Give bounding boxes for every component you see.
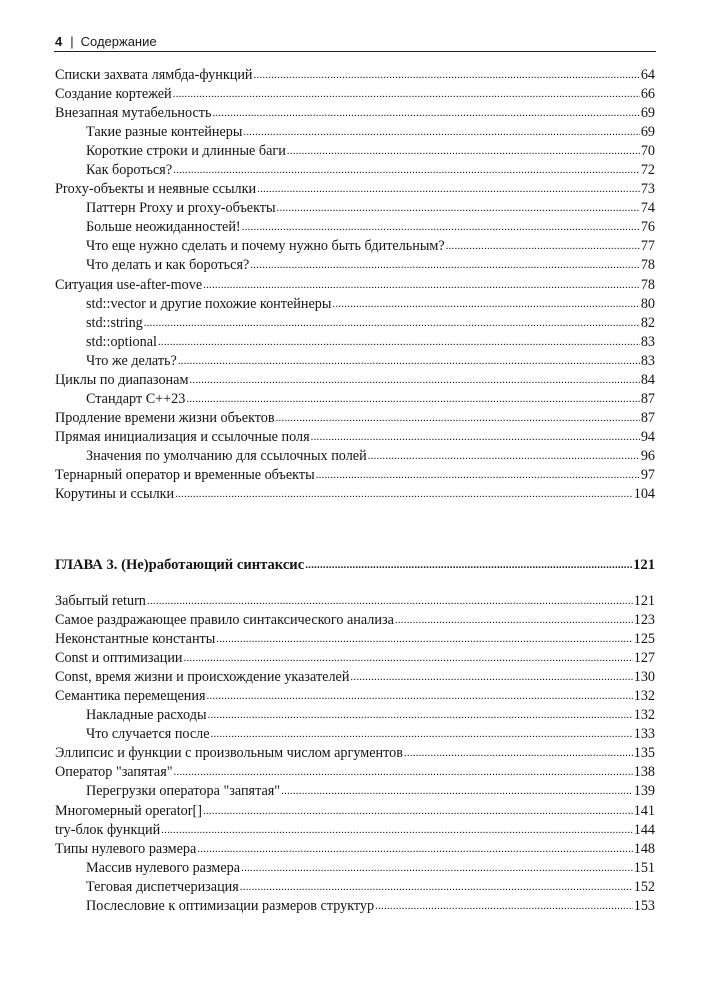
toc-entry[interactable] — [55, 390, 655, 409]
toc-entry[interactable] — [55, 649, 655, 668]
toc-entry[interactable] — [55, 744, 655, 763]
toc-entry-title: Внезапная мутабельность — [55, 105, 212, 122]
dot-leader — [147, 591, 633, 611]
dot-leader — [250, 255, 640, 275]
toc-entry-title: Proxy-объекты и неявные ссылки — [55, 181, 257, 198]
toc-entry[interactable] — [55, 218, 655, 237]
toc-entry-page: 84 — [640, 371, 655, 388]
toc-entry-title: Что же делать? — [86, 352, 177, 369]
toc-entry-page: 148 — [633, 840, 655, 857]
toc-entry-title: Что еще нужно сделать и почему нужно быть бдительным? — [86, 238, 445, 255]
dot-leader — [332, 294, 639, 314]
toc-entry[interactable] — [55, 630, 655, 649]
toc-entry-title: Оператор "запятая" — [55, 764, 173, 781]
toc-entry-page: 87 — [640, 409, 655, 426]
toc-entry[interactable] — [55, 352, 655, 371]
toc-entry-page: 83 — [640, 352, 655, 369]
toc-list-top — [55, 66, 655, 504]
toc-entry-page: 66 — [640, 86, 655, 103]
toc-entry-page: 73 — [640, 181, 655, 198]
toc-entry-page: 121 — [633, 593, 655, 609]
dot-leader — [158, 332, 640, 352]
toc-entry[interactable] — [55, 123, 655, 142]
toc-entry-title: Эллипсис и функции с произвольным числом аргументов — [55, 745, 403, 762]
dot-leader — [395, 610, 633, 630]
toc-entry-title: Ситуация use-after-move — [55, 276, 203, 293]
toc-entry[interactable] — [55, 763, 655, 782]
chapter-heading-row — [55, 556, 655, 575]
toc-entry-title: Const, время жизни и происхождение указателей — [55, 669, 350, 686]
toc-entry-page: 64 — [640, 67, 655, 83]
toc-entry-page: 144 — [633, 821, 655, 838]
chapter-heading[interactable] — [55, 556, 655, 575]
toc-entry-title: Массив нулевого размера — [86, 859, 241, 876]
dot-leader — [207, 686, 633, 706]
toc-entry-page: 69 — [640, 124, 655, 141]
toc-entry[interactable] — [55, 840, 655, 859]
toc-entry[interactable] — [55, 706, 655, 725]
toc-entry[interactable] — [55, 295, 655, 314]
toc-entry-page: 69 — [640, 105, 655, 122]
dot-leader — [144, 313, 640, 333]
dot-leader — [208, 705, 633, 725]
toc-entry[interactable] — [55, 447, 655, 466]
dot-leader — [368, 446, 640, 466]
toc-entry-page: 133 — [633, 726, 655, 743]
toc-entry-title: Послесловие к оптимизации размеров структур — [86, 897, 375, 914]
dot-leader — [350, 667, 632, 687]
toc-entry-title: Перегрузки оператора "запятая" — [86, 783, 281, 800]
toc-entry-title: Неконстантные константы — [55, 631, 216, 648]
dot-leader — [203, 275, 640, 295]
dot-leader — [243, 122, 639, 142]
toc-entry[interactable] — [55, 897, 655, 916]
toc-entry-page: 78 — [640, 257, 655, 274]
toc-entry[interactable] — [55, 668, 655, 687]
toc-entry-page: 83 — [640, 333, 655, 350]
toc-entry[interactable] — [55, 428, 655, 447]
toc-entry-page: 77 — [640, 238, 655, 255]
toc-entry-title: Паттерн Proxy и proxy-объекты — [86, 200, 276, 217]
toc-entry[interactable] — [55, 782, 655, 801]
toc-entry-title: Как бороться? — [86, 162, 173, 179]
toc-entry-title: Типы нулевого размера — [55, 840, 197, 857]
dot-leader — [446, 236, 640, 256]
toc-entry-title: Семантика перемещения — [55, 688, 206, 705]
toc-entry-title: Больше неожиданностей! — [86, 219, 241, 236]
toc-entry[interactable] — [55, 592, 655, 611]
chapter-title: ГЛАВА 3. (Не)работающий синтаксис — [55, 557, 305, 573]
toc-entry-page: 87 — [640, 390, 655, 407]
toc-entry-page: 104 — [633, 486, 655, 503]
dot-leader — [184, 648, 633, 668]
toc-entry-title: try-блок функций — [55, 821, 161, 838]
toc-entry-page: 141 — [633, 802, 655, 819]
dot-leader — [287, 141, 640, 161]
toc-entry[interactable] — [55, 314, 655, 333]
toc-entry-title: Короткие строки и длинные баги — [86, 143, 286, 160]
toc-entry-title: std::optional — [86, 333, 157, 350]
dot-leader — [203, 801, 633, 821]
toc-entry-title: Теговая диспетчеризация — [86, 878, 239, 895]
toc-entry-page: 151 — [633, 859, 655, 876]
header-separator: | — [70, 34, 74, 49]
toc-entry[interactable] — [55, 821, 655, 840]
dot-leader — [161, 820, 633, 840]
page-number: 4 — [55, 34, 63, 49]
section-title: Содержание — [80, 34, 157, 49]
toc-entry-title: Стандарт С++23 — [86, 390, 186, 407]
toc-entry[interactable] — [55, 256, 655, 275]
dot-leader — [281, 781, 633, 801]
dot-leader — [257, 179, 640, 199]
toc-entry-title: Const и оптимизации — [55, 650, 183, 667]
toc-entry-page: 76 — [640, 219, 655, 236]
toc-entry-title: Циклы по диапазонам — [55, 371, 189, 388]
toc-entry-title: Что случается после — [86, 726, 210, 743]
header-rule — [54, 51, 656, 52]
toc-entry-page: 135 — [633, 745, 655, 762]
toc-entry[interactable] — [55, 66, 655, 85]
toc-entry[interactable] — [55, 85, 655, 104]
toc-entry-title: Значения по умолчанию для ссылочных полей — [86, 447, 367, 464]
toc-entry[interactable] — [55, 199, 655, 218]
toc-entry[interactable] — [55, 466, 655, 485]
toc-entry-title: Самое раздражающее правило синтаксического анализа — [55, 612, 394, 629]
toc-entry[interactable] — [55, 611, 655, 630]
toc-entry-page: 82 — [640, 314, 655, 331]
toc-list-bottom — [55, 592, 655, 916]
dot-leader — [211, 724, 633, 744]
toc-entry[interactable] — [55, 725, 655, 744]
toc-entry-title: Прямая инициализация и ссылочные поля — [55, 428, 310, 445]
toc-entry-title: std::string — [86, 314, 143, 331]
toc-entry-page: 94 — [640, 428, 655, 445]
toc-entry[interactable] — [55, 333, 655, 352]
toc-entry[interactable] — [55, 142, 655, 161]
toc-entry-page: 80 — [640, 295, 655, 312]
toc-entry-title: Продление времени жизни объектов — [55, 409, 275, 426]
dot-leader — [197, 839, 632, 859]
toc-entry-title: Что делать и как бороться? — [86, 257, 250, 274]
toc-entry-page: 78 — [640, 276, 655, 293]
toc-entry[interactable] — [55, 878, 655, 897]
toc-entry-page: 132 — [633, 688, 655, 705]
dot-leader — [254, 65, 640, 85]
dot-leader — [240, 877, 633, 897]
toc-entry[interactable] — [55, 276, 655, 295]
toc-entry-page: 138 — [633, 764, 655, 781]
dot-leader — [175, 484, 633, 504]
dot-leader — [311, 427, 640, 447]
dot-leader — [212, 103, 639, 123]
toc-entry[interactable] — [55, 802, 655, 821]
toc-entry-page: 70 — [640, 143, 655, 160]
toc-entry-title: Списки захвата лямбда-функций — [55, 67, 253, 83]
dot-leader — [305, 555, 632, 575]
dot-leader — [189, 370, 639, 390]
dot-leader — [316, 465, 640, 485]
chapter-page: 121 — [633, 557, 655, 573]
toc-entry[interactable] — [55, 161, 655, 180]
dot-leader — [186, 389, 639, 409]
toc-entry-page: 127 — [633, 650, 655, 667]
toc-entry-page: 72 — [640, 162, 655, 179]
dot-leader — [242, 217, 640, 237]
dot-leader — [404, 743, 633, 763]
toc-entry-page: 96 — [640, 447, 655, 464]
dot-leader — [174, 762, 633, 782]
toc-entry-page: 139 — [633, 783, 655, 800]
dot-leader — [173, 160, 640, 180]
toc-entry[interactable] — [55, 859, 655, 878]
dot-leader — [178, 351, 640, 371]
toc-entry-title: Корутины и ссылки — [55, 486, 175, 503]
dot-leader — [375, 896, 633, 916]
toc-entry-page: 132 — [633, 707, 655, 724]
toc-entry[interactable] — [55, 687, 655, 706]
toc-entry-title: Многомерный operator[] — [55, 802, 202, 819]
toc-entry[interactable] — [55, 237, 655, 256]
running-header — [55, 34, 655, 50]
toc-entry-page: 97 — [640, 466, 655, 483]
toc-entry-title: Тернарный оператор и временные объекты — [55, 466, 315, 483]
dot-leader — [216, 629, 632, 649]
toc-entry-page: 153 — [633, 897, 655, 914]
dot-leader — [276, 408, 640, 428]
toc-entry[interactable] — [55, 104, 655, 123]
toc-entry[interactable] — [55, 180, 655, 199]
toc-entry[interactable] — [55, 371, 655, 390]
toc-entry[interactable] — [55, 409, 655, 428]
dot-leader — [241, 858, 633, 878]
toc-entry-page: 125 — [633, 631, 655, 648]
toc-entry-title: Накладные расходы — [86, 707, 207, 724]
toc-entry-page: 152 — [633, 878, 655, 895]
dot-leader — [173, 84, 640, 104]
toc-entry-page: 130 — [633, 669, 655, 686]
toc-entry-title: std::vector и другие похожие контейнеры — [86, 295, 332, 312]
toc-entry-title: Забытый return — [55, 593, 146, 609]
toc-entry-page: 74 — [640, 200, 655, 217]
toc-entry-title: Создание кортежей — [55, 86, 172, 103]
toc-entry-page: 123 — [633, 612, 655, 629]
dot-leader — [277, 198, 640, 218]
toc-entry[interactable] — [55, 485, 655, 504]
toc-entry-title: Такие разные контейнеры — [86, 124, 243, 141]
